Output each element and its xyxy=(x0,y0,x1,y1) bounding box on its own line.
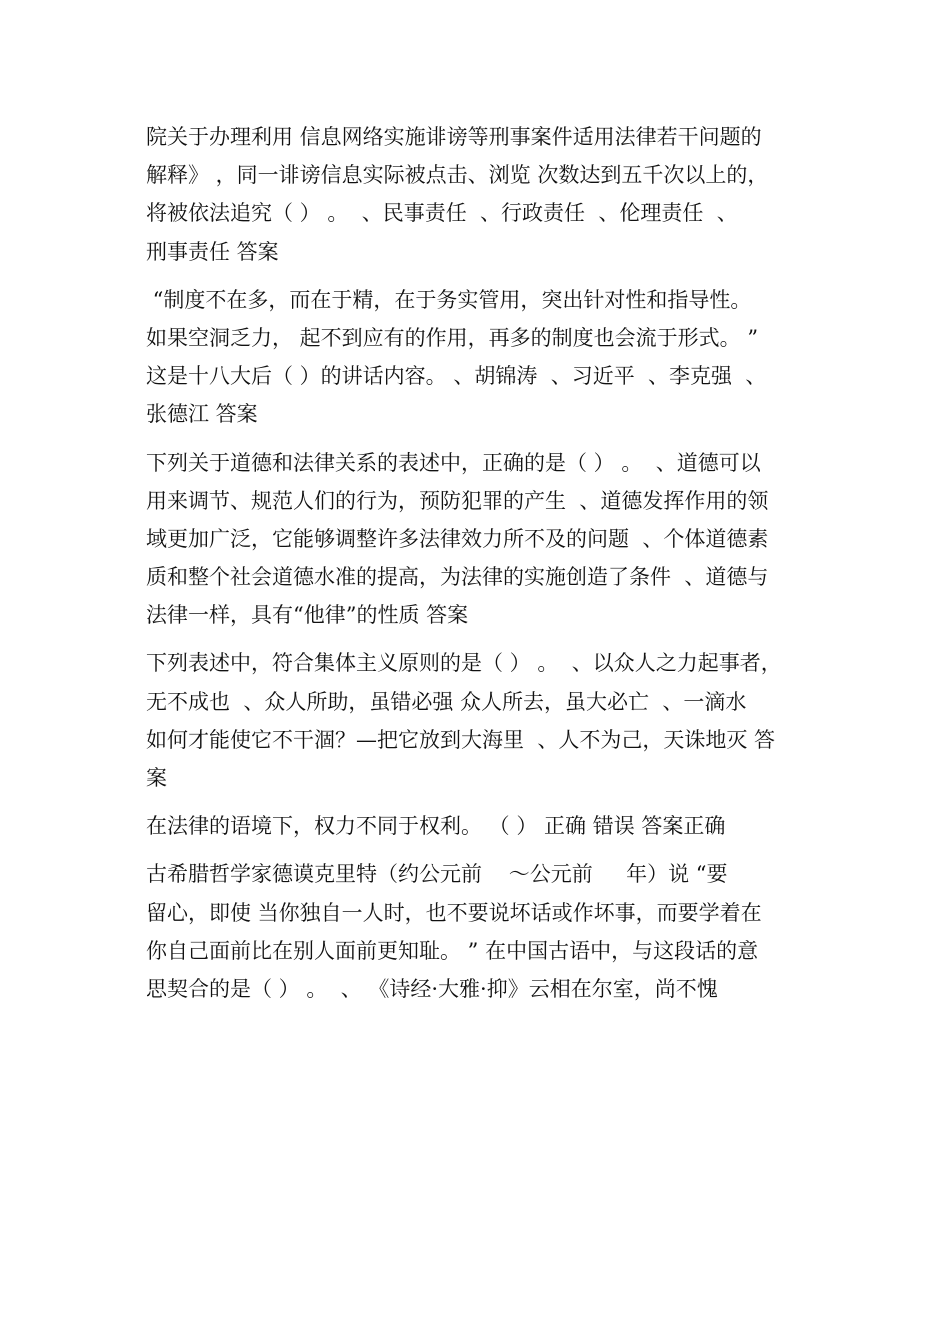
text-line: 如何才能使它不干涸？—把它放到大海里 、人不为己，天诛地灭 答 xyxy=(146,727,776,752)
text-line: 解释》 ，同一诽谤信息实际被点击、浏览 次数达到五千次以上的， xyxy=(146,163,769,188)
text-line: 留心，即使 当你独自一人时，也不要说坏话或作坏事，而要学着在 xyxy=(146,900,762,925)
text-line: 用来调节、规范人们的行为，预防犯罪的产生 、道德发挥作用的领 xyxy=(146,488,769,513)
text-line: 域更加广泛，它能够调整许多法律效力所不及的问题 、个体道德素 xyxy=(146,526,769,551)
text-line: 古希腊哲学家德谟克里特（约公元前 ～公元前 年）说 “要 xyxy=(146,862,728,887)
text-line: 如果空洞乏力， 起不到应有的作用，再多的制度也会流于形式。 ” xyxy=(146,325,759,350)
text-line: 在法律的语境下，权力不同于权利。 （ ） 正确 错误 答案正确 xyxy=(146,814,726,839)
text-line: 下列表述中，符合集体主义原则的是（ ） 。 、以众人之力起事者， xyxy=(146,651,782,676)
text-line: 质和整个社会道德水准的提高，为法律的实施创造了条件 、道德与 xyxy=(146,565,769,590)
text-line: 将被依法追究（ ） 。 、民事责任 、行政责任 、伦理责任 、 xyxy=(146,201,738,226)
text-line: “制度不在多，而在于精，在于务实管用，突出针对性和指导性。 xyxy=(146,287,752,312)
text-line: 这是十八大后（ ）的讲话内容。 、胡锦涛 、习近平 、李克强 、 xyxy=(146,364,767,389)
text-line: 无不成也 、众人所助，虽错必强 众人所去，虽大必亡 、一滴水 xyxy=(146,689,747,714)
text-line: 思契合的是（ ） 。 、 《诗经·大雅·抑》云相在尔室，尚不愧 xyxy=(146,976,718,1001)
text-line: 案 xyxy=(146,766,167,790)
document-body-text xyxy=(146,118,814,1008)
text-line: 下列关于道德和法律关系的表述中，正确的是（ ） 。 、道德可以 xyxy=(146,450,761,475)
text-line: 张德江 答案 xyxy=(146,402,258,427)
text-line: 院关于办理利用 信息网络实施诽谤等刑事案件适用法律若干问题的 xyxy=(146,125,762,149)
text-line: 法律一样，具有“他律”的性质 答案 xyxy=(146,603,469,628)
text-line: 刑事责任 答案 xyxy=(146,239,279,264)
text-line: 你自己面前比在别人面前更知耻。 ” 在中国古语中，与这段话的意 xyxy=(146,938,759,963)
